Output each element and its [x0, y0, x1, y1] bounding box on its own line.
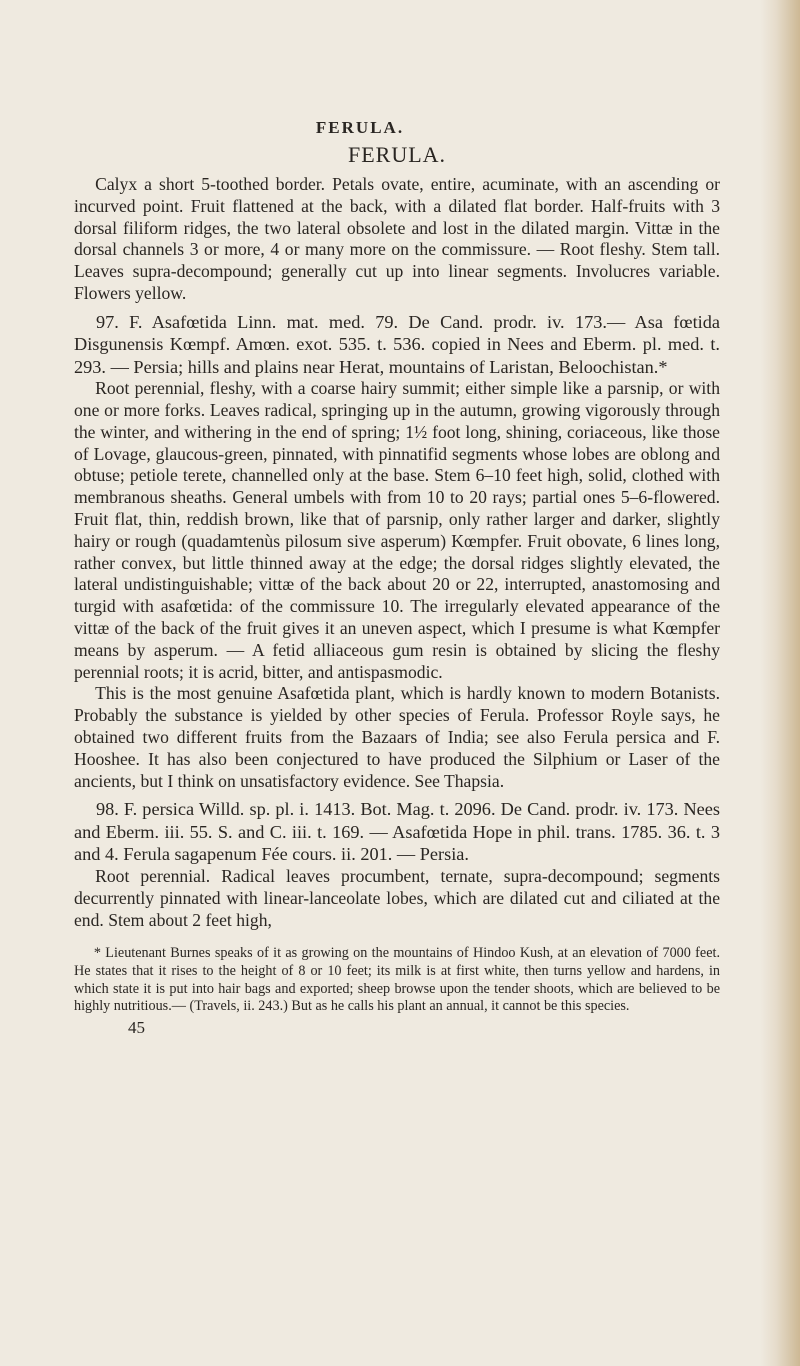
species-98-description: Root perennial. Radical leaves procumbent, ternate, supra-decompound; segments decurrently pinnated with linear-lanceolate lobes, which are dilated cut and ciliated at the end. Stem about 2 feet high,	[74, 865, 720, 930]
page-number: 45	[128, 1017, 145, 1037]
running-head: FERULA.	[315, 118, 405, 137]
species-97-note: This is the most genuine Asafœtida plant, which is hardly known to modern Botanists. Probably the substance is yielded by other species of Ferula. Professor Royle says, he obtained two different fruits from the Bazaars of India; see also Ferula persica and F. Hooshee. It has also been conjectured to have produced the Silphium or Laser of the ancients, but I think on unsatisfactory evidence. See Thapsia.	[74, 683, 720, 791]
page-edge-shadow	[760, 0, 800, 1366]
page-content	[74, 142, 720, 1038]
species-98-entry: 98. F. persica Willd. sp. pl. i. 1413. Bot. Mag. t. 2096. De Cand. prodr. iv. 173. Nees and Eberm. iii. 55. S. and C. iii. t. 169. — Asafœtida Hope in phil. trans. 1785. 36. t. 3 and 4. Ferula sagapenum Fée cours. ii. 201. — Persia.	[74, 799, 720, 865]
genus-description: Calyx a short 5-toothed border. Petals ovate, entire, acuminate, with an ascending or incurved point. Fruit flattened at the back, with a dilated flat border. Half-fruits with 3 dorsal filiform ridges, the two lateral obsolete and lost in the dilated margin. Vittæ in the dorsal channels 3 or more, 4 or many more on the commissure. — Root fleshy. Stem tall. Leaves supra-decompound; generally cut up into linear segments. Involucres variable. Flowers yellow.	[74, 174, 720, 303]
species-97-entry: 97. F. Asafœtida Linn. mat. med. 79. De Cand. prodr. iv. 173.— Asa fœtida Disgunensis Kœmpf. Amœn. exot. 535. t. 536. copied in Nees and Eberm. pl. med. t. 293. — Persia; hills and plains near Herat, mountains of Laristan, Beloochistan.*	[74, 311, 720, 377]
species-97-description: Root perennial, fleshy, with a coarse hairy summit; either simple like a parsnip, or with one or more forks. Leaves radical, springing up in the autumn, growing vigorously through the winter, and withering in the end of spring; 1½ foot long, shining, coriaceous, like those of Lovage, glaucous-green, pinnated, with pinnatifid segments whose lobes are oblong and obtuse; petiole terete, channelled only at the base. Stem 6–10 feet high, solid, clothed with membranous sheaths. General umbels with from 10 to 20 rays; partial ones 5–6-flowered. Fruit flat, thin, reddish brown, like that of parsnip, only rather larger and darker, slightly hairy or rough (quadamtenùs pilosum sive asperum) Kœmpfer. Fruit obovate, 6 lines long, rather convex, but little thinned away at the edge; the dorsal ridges slightly elevated, the lateral undistinguishable; vittæ of the back about 20 or 22, interrupted, anastomosing and turgid with asafœtida: of the commissure 10. The irregularly elevated appearance of the vittæ of the back of the fruit gives it an uneven aspect, which I presume is what Kœmpfer means by asperum. — A fetid alliaceous gum resin is obtained by slicing the fleshy perennial roots; it is acrid, bitter, and antispasmodic.	[74, 378, 720, 682]
section-title: FERULA.	[347, 142, 447, 167]
footnote: * Lieutenant Burnes speaks of it as growing on the mountains of Hindoo Kush, at an elevation of 7000 feet. He states that it rises to the height of 8 or 10 feet; its milk is at first white, then turns yellow and hardens, in which state it is put into hair bags and exported; sheep browse upon the tender shoots, which are believed to be highly nutritious.— (Travels, ii. 243.) But as he calls his plant an annual, it cannot be this species.	[74, 945, 720, 1015]
